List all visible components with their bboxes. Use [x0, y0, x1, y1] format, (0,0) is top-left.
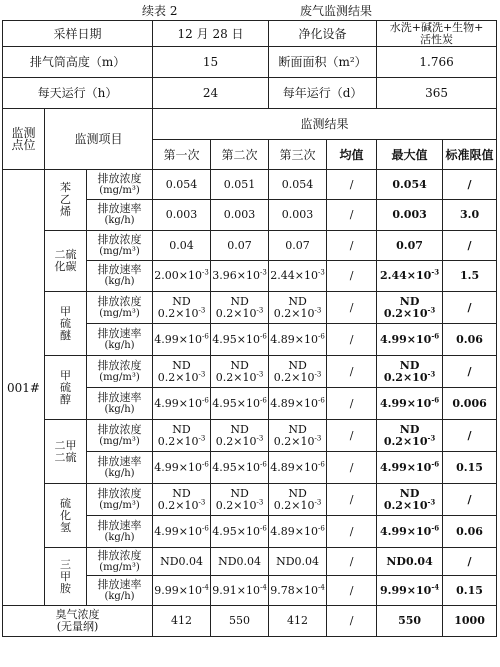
cell-mean: / [327, 576, 377, 606]
cell-v3: ND $0.2\times 10^{-3}$ [269, 484, 327, 516]
cell-v2: ND $0.2\times 10^{-3}$ [211, 484, 269, 516]
pollutant-name: 二硫 化碳 [45, 231, 87, 292]
table-row [3, 170, 497, 200]
daily-run-value: 24 [153, 78, 269, 109]
conc-label: 排放浓度 (mg/m³) [87, 292, 153, 324]
cell-mean: / [327, 388, 377, 420]
point-id: 001# [3, 170, 45, 606]
cell-mean: / [327, 420, 377, 452]
cell-mean: / [327, 324, 377, 356]
max-header: 最大值 [377, 140, 443, 170]
stack-height-value: 15 [153, 47, 269, 78]
cell-v1: $4.99\times 10^{-6}$ [153, 516, 211, 548]
cell-v2: $4.95\times 10^{-6}$ [211, 324, 269, 356]
cell-v2: 0.07 [211, 231, 269, 261]
cell-v1: $4.99\times 10^{-6}$ [153, 324, 211, 356]
cell-limit: 1.5 [443, 261, 497, 292]
cell-v2: $4.95\times 10^{-6}$ [211, 388, 269, 420]
pollutant-name: 二甲 二硫 [45, 420, 87, 484]
cell-v3: 0.054 [269, 170, 327, 200]
cell-mean: / [327, 484, 377, 516]
cell-v2: ND $0.2\times 10^{-3}$ [211, 420, 269, 452]
rate-label: 排放速率 (kg/h) [87, 452, 153, 484]
pollutant-name: 苯 乙 烯 [45, 170, 87, 231]
cell-v1: 412 [153, 606, 211, 637]
sample-date-label: 采样日期 [3, 21, 153, 47]
cell-limit: / [443, 231, 497, 261]
cell-limit: 0.06 [443, 516, 497, 548]
cell-v2: ND $0.2\times 10^{-3}$ [211, 292, 269, 324]
limit-header: 标准限值 [443, 140, 497, 170]
cell-max: 0.003 [377, 200, 443, 231]
cell-v1: $9.99\times 10^{-4}$ [153, 576, 211, 606]
cell-v2: 0.003 [211, 200, 269, 231]
table-row [3, 484, 497, 516]
cell-v3: $4.89\times 10^{-6}$ [269, 516, 327, 548]
cell-v3: $4.89\times 10^{-6}$ [269, 388, 327, 420]
conc-label: 排放浓度 (mg/m³) [87, 484, 153, 516]
cell-limit: / [443, 292, 497, 324]
cell-v1: 0.003 [153, 200, 211, 231]
section-area-value: 1.766 [377, 47, 497, 78]
cell-max: ND $0.2\times 10^{-3}$ [377, 356, 443, 388]
info-row-stack [3, 47, 497, 78]
third-header: 第三次 [269, 140, 327, 170]
cell-v3: $2.44\times 10^{-3}$ [269, 261, 327, 292]
pollutant-name: 三 甲 胺 [45, 548, 87, 606]
header-row-1 [3, 109, 497, 140]
table-row [3, 356, 497, 388]
second-header: 第二次 [211, 140, 269, 170]
cell-limit: 0.15 [443, 452, 497, 484]
rate-label: 排放速率 (kg/h) [87, 324, 153, 356]
cell-max: 0.054 [377, 170, 443, 200]
cell-max: $4.99\times 10^{-6}$ [377, 388, 443, 420]
cell-v3: ND $0.2\times 10^{-3}$ [269, 292, 327, 324]
cell-mean: / [327, 231, 377, 261]
cell-v1: $4.99\times 10^{-6}$ [153, 388, 211, 420]
rate-label: 排放速率 (kg/h) [87, 576, 153, 606]
conc-label: 排放浓度 (mg/m³) [87, 231, 153, 261]
mean-header: 均值 [327, 140, 377, 170]
cell-max: $4.99\times 10^{-6}$ [377, 324, 443, 356]
cell-v1: $2.00\times 10^{-3}$ [153, 261, 211, 292]
cell-mean: / [327, 452, 377, 484]
cell-limit: 3.0 [443, 200, 497, 231]
cell-max: $4.99\times 10^{-6}$ [377, 516, 443, 548]
first-header: 第一次 [153, 140, 211, 170]
pollutant-name: 甲 硫 醇 [45, 356, 87, 420]
table-row [3, 420, 497, 452]
pollutant-name: 硫 化 氢 [45, 484, 87, 548]
cell-limit: 1000 [443, 606, 497, 637]
cell-v3: 0.003 [269, 200, 327, 231]
cell-limit: 0.06 [443, 324, 497, 356]
monitoring-table [2, 20, 497, 637]
section-area-label: 断面面积（m²） [269, 47, 377, 78]
cell-v2: $3.96\times 10^{-3}$ [211, 261, 269, 292]
cell-limit: / [443, 548, 497, 576]
cell-v3: $4.89\times 10^{-6}$ [269, 324, 327, 356]
cell-mean: / [327, 548, 377, 576]
cell-v2: $9.91\times 10^{-4}$ [211, 576, 269, 606]
conc-label: 排放浓度 (mg/m³) [87, 170, 153, 200]
table-caption-title: 废气监测结果 [300, 4, 373, 18]
rate-label: 排放速率 (kg/h) [87, 516, 153, 548]
cell-max: $2.44\times 10^{-3}$ [377, 261, 443, 292]
cell-limit: 0.006 [443, 388, 497, 420]
cell-v1: ND $0.2\times 10^{-3}$ [153, 292, 211, 324]
cell-v2: 0.051 [211, 170, 269, 200]
cell-v2: $4.95\times 10^{-6}$ [211, 516, 269, 548]
cell-v3: $9.78\times 10^{-4}$ [269, 576, 327, 606]
conc-label: 排放浓度 (mg/m³) [87, 420, 153, 452]
cell-limit: / [443, 420, 497, 452]
annual-run-value: 365 [377, 78, 497, 109]
cell-v2: ND0.04 [211, 548, 269, 576]
cell-mean: / [327, 606, 377, 637]
pollutant-name: 甲 硫 醚 [45, 292, 87, 356]
cell-v1: 0.054 [153, 170, 211, 200]
cell-v1: ND $0.2\times 10^{-3}$ [153, 484, 211, 516]
cell-v3: 0.07 [269, 231, 327, 261]
cell-v1: ND $0.2\times 10^{-3}$ [153, 356, 211, 388]
annual-run-label: 每年运行（d） [269, 78, 377, 109]
cell-v1: $4.99\times 10^{-6}$ [153, 452, 211, 484]
cell-v3: ND0.04 [269, 548, 327, 576]
cell-v2: ND $0.2\times 10^{-3}$ [211, 356, 269, 388]
odor-label: 臭气浓度 (无量纲) [3, 606, 153, 637]
cell-mean: / [327, 170, 377, 200]
rate-label: 排放速率 (kg/h) [87, 200, 153, 231]
item-header: 监测项目 [45, 109, 153, 170]
cell-v3: $4.89\times 10^{-6}$ [269, 452, 327, 484]
equipment-value: 水洗+碱洗+生物+ 活性炭 [377, 21, 497, 47]
cell-v1: ND0.04 [153, 548, 211, 576]
cell-v3: ND $0.2\times 10^{-3}$ [269, 420, 327, 452]
sample-date-value: 12 月 28 日 [153, 21, 269, 47]
table-row [3, 231, 497, 261]
table-row-odor [3, 606, 497, 637]
info-row-date [3, 21, 497, 47]
point-header: 监测 点位 [3, 109, 45, 170]
daily-run-label: 每天运行（h） [3, 78, 153, 109]
cell-limit: / [443, 484, 497, 516]
cell-max: 550 [377, 606, 443, 637]
cell-limit: / [443, 170, 497, 200]
cell-max: ND $0.2\times 10^{-3}$ [377, 420, 443, 452]
cell-max: $4.99\times 10^{-6}$ [377, 452, 443, 484]
cell-v3: ND $0.2\times 10^{-3}$ [269, 356, 327, 388]
cell-v2: 550 [211, 606, 269, 637]
stack-height-label: 排气筒高度（m） [3, 47, 153, 78]
cell-max: ND $0.2\times 10^{-3}$ [377, 484, 443, 516]
cell-max: $9.99\times 10^{-4}$ [377, 576, 443, 606]
cell-max: ND0.04 [377, 548, 443, 576]
table-caption-left: 续表 2 [142, 4, 178, 18]
conc-label: 排放浓度 (mg/m³) [87, 548, 153, 576]
rate-label: 排放速率 (kg/h) [87, 388, 153, 420]
table-row [3, 548, 497, 576]
info-row-run [3, 78, 497, 109]
cell-max: 0.07 [377, 231, 443, 261]
cell-v1: 0.04 [153, 231, 211, 261]
cell-v3: 412 [269, 606, 327, 637]
cell-max: ND $0.2\times 10^{-3}$ [377, 292, 443, 324]
results-header: 监测结果 [153, 109, 497, 140]
cell-mean: / [327, 200, 377, 231]
cell-limit: 0.15 [443, 576, 497, 606]
cell-v2: $4.95\times 10^{-6}$ [211, 452, 269, 484]
cell-mean: / [327, 356, 377, 388]
conc-label: 排放浓度 (mg/m³) [87, 356, 153, 388]
rate-label: 排放速率 (kg/h) [87, 261, 153, 292]
equipment-label: 净化设备 [269, 21, 377, 47]
cell-mean: / [327, 292, 377, 324]
cell-mean: / [327, 516, 377, 548]
cell-limit: / [443, 356, 497, 388]
cell-v1: ND $0.2\times 10^{-3}$ [153, 420, 211, 452]
cell-mean: / [327, 261, 377, 292]
table-row [3, 292, 497, 324]
